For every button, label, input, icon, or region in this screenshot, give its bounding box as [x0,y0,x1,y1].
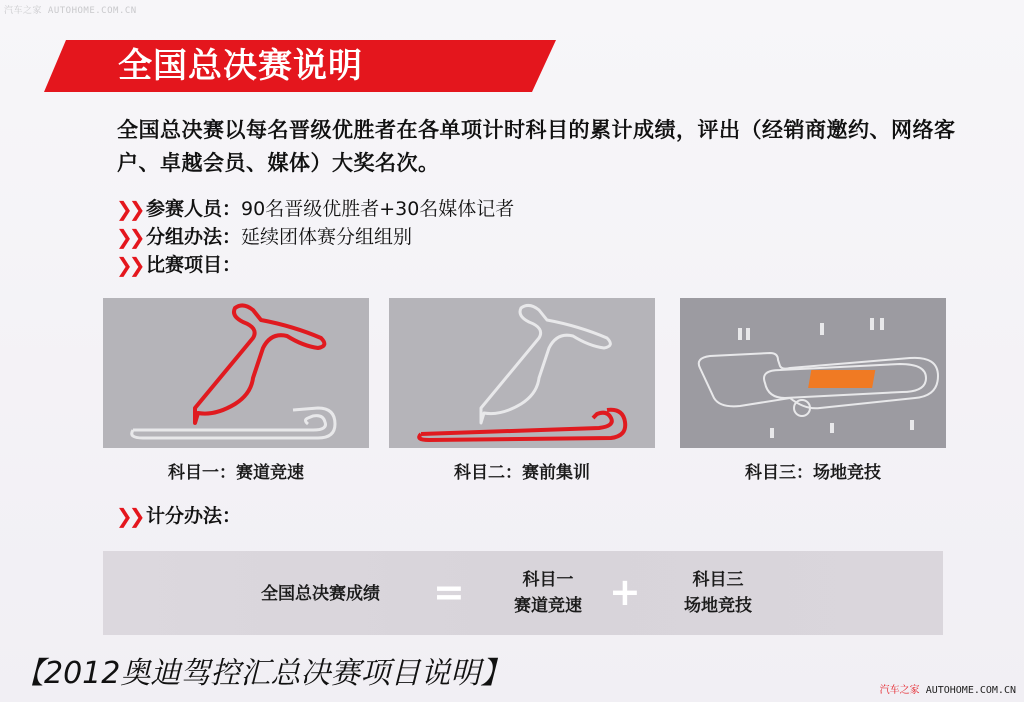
bullet-key: 参赛人员 [146,198,223,220]
bullet-key: 比赛项目 [146,254,223,276]
scoring-formula [103,551,943,635]
event-2-training-image [389,298,655,448]
page-title: 全国总决赛说明 [118,46,363,86]
term-1-line-1: 科目一 [522,570,574,590]
venue-course-icon [680,298,946,448]
image-caption: 【2012奥迪驾控汇总决赛项目说明】 [14,656,511,691]
event-3-caption: 科目三：场地竞技 [745,463,881,483]
event-3-venue-image [680,298,946,448]
bullet-participants: ❯❯ 参赛人员 ： 90名晋级优胜者+30名媒体记者 [116,197,515,221]
formula-term-2 [663,567,773,619]
equals-sign: = [433,570,465,614]
circuit-map-icon [389,298,655,448]
watermark-top: 汽车之家 AUTOHOME.COM.CN [4,6,137,16]
chevron-icon: ❯❯ [116,197,142,221]
term-1-line-2: 赛道竞速 [514,596,582,616]
chevron-icon: ❯❯ [116,504,142,528]
event-2-caption: 科目二：赛前集训 [454,463,590,483]
chevron-icon: ❯❯ [116,253,142,277]
term-2-line-2: 场地竞技 [684,596,752,616]
formula-total: 全国总决赛成绩 [261,584,380,604]
plus-sign: + [609,570,641,614]
bullet-grouping: ❯❯ 分组办法 ： 延续团体赛分组组别 [116,225,413,249]
bullet-events: ❯❯ 比赛项目 ： [116,253,242,277]
event-1-track-image [103,298,369,448]
bullet-key: 计分办法 [146,505,223,527]
bullet-value: 延续团体赛分组组别 [241,226,413,248]
formula-term-1 [493,567,603,619]
intro-paragraph: 全国总决赛以每名晋级优胜者在各单项计时科目的累计成绩，评出（经销商邀约、网络客户、卓越会员、媒体）大奖名次。 [117,118,956,175]
chevron-icon: ❯❯ [116,225,142,249]
bullet-scoring: ❯❯ 计分办法 ： [116,504,242,528]
circuit-map-icon [103,298,369,448]
bullet-value: 90名晋级优胜者+30名媒体记者 [241,198,515,220]
watermark-bottom: 汽车之家 AUTOHOME.COM.CN [879,685,1016,696]
event-1-caption: 科目一：赛道竞速 [168,463,304,483]
term-2-line-1: 科目三 [692,570,744,590]
bullet-key: 分组办法 [146,226,223,248]
